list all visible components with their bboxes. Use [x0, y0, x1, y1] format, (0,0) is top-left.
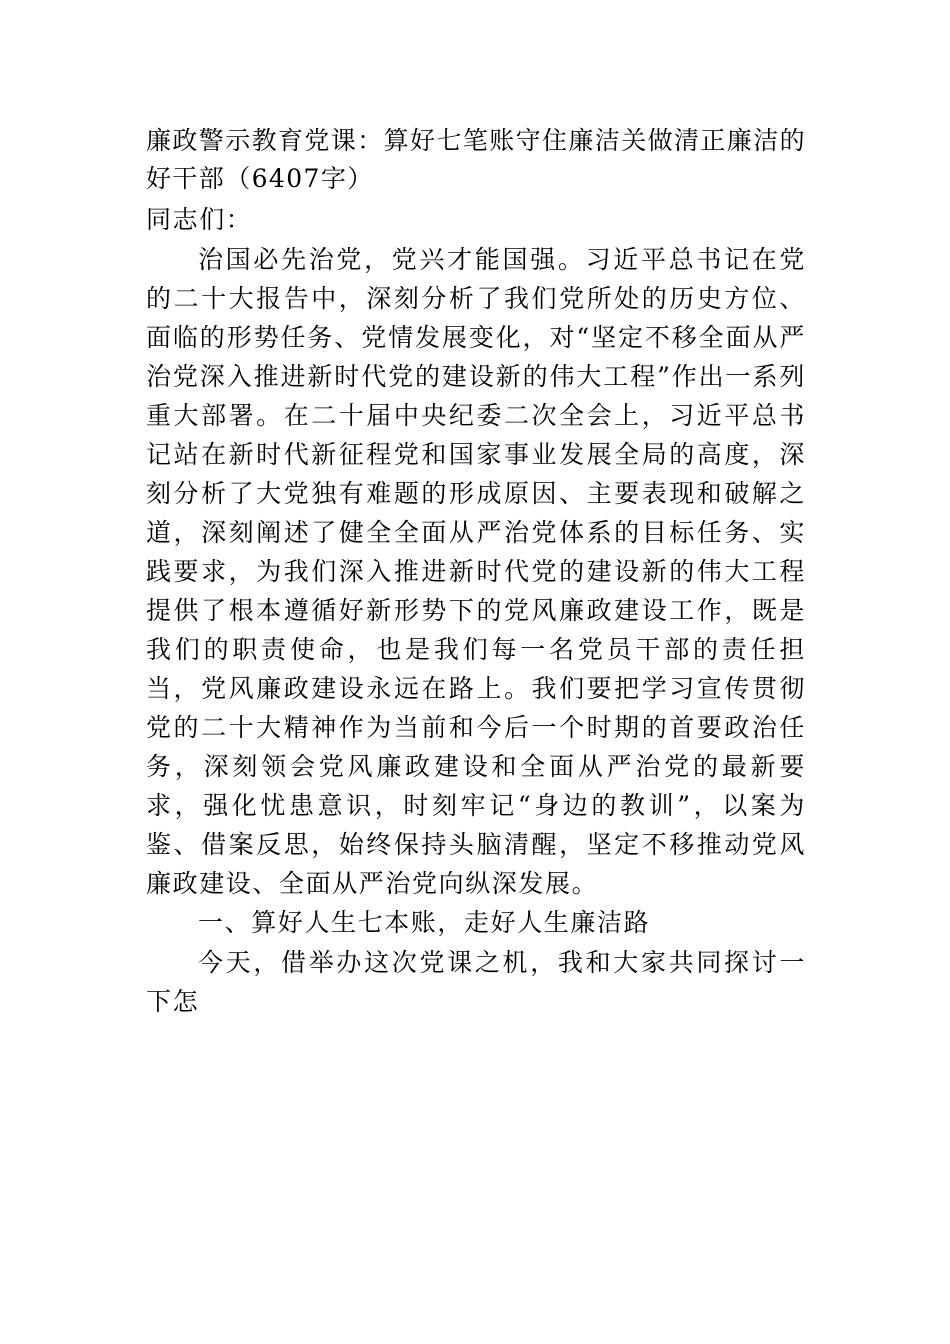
document-title: 廉政警示教育党课：算好七笔账守住廉洁关做清正廉洁的好干部（6407字） — [146, 126, 807, 193]
body-paragraph: 治国必先治党，党兴才能国强。习近平总书记在党的二十大报告中，深刻分析了我们党所处的历史方位、面临的形势任务、党情发展变化，对“坚定不移全面从严治党深入推进新时代党的建设新的伟大工程”作出一系列重大部署。在二十届中央纪委二次全会上，习近平总书记站在新时代新征程党和国家事业发展全局的高度，深刻分析了大党独有难题的形成原因、主要表现和破解之道，深刻阐述了健全全面从严治党体系的目标任务、实践要求，为我们深入推进新时代党的建设新的伟大工程提供了根本遵循好新形势下的党风廉政建设工作，既是我们的职责使命，也是我们每一名党员干部的责任担当，党风廉政建设永远在路上。我们要把学习宣传贯彻党的二十大精神作为当前和今后一个时期的首要政治任务，深刻领会党风廉政建设和全面从严治党的最新要求，强化忧患意识，时刻牢记“身边的教训”，以案为鉴、借案反思，始终保持头脑清醒，坚定不移推动党风廉政建设、全面从严治党向纵深发展。 — [146, 245, 806, 898]
greeting: 同志们： — [146, 205, 253, 234]
section-paragraph: 今天，借举办这次党课之机，我和大家共同探讨一下怎 — [146, 948, 806, 1016]
section-heading: 一、算好人生七本账，走好人生廉洁路 — [198, 908, 651, 937]
document-page — [146, 122, 806, 1021]
